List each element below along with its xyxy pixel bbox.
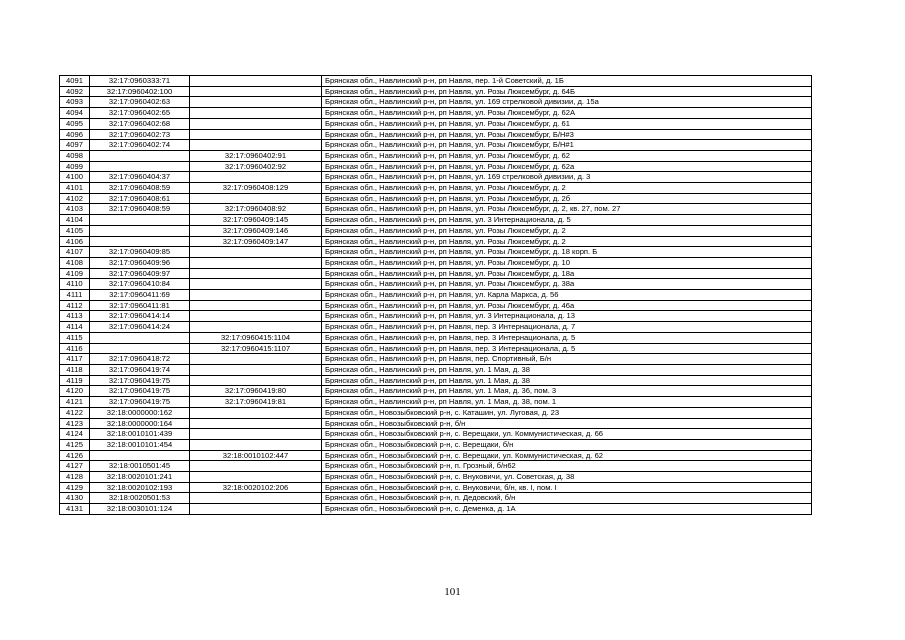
cadastral-number-cell: 32:17:0960402:73 bbox=[90, 129, 190, 140]
row-number-cell: 4111 bbox=[60, 290, 90, 301]
cadastral-number-cell bbox=[90, 332, 190, 343]
row-number-cell: 4127 bbox=[60, 461, 90, 472]
address-cell: Брянская обл., Навлинский р-н, рп Навля, ул. 1 Мая, д. 38 bbox=[322, 364, 812, 375]
table-row bbox=[60, 482, 812, 493]
row-number-cell: 4105 bbox=[60, 225, 90, 236]
cadastral-number-cell: 32:18:0020102:193 bbox=[90, 482, 190, 493]
row-number-cell: 4117 bbox=[60, 354, 90, 365]
premises-cadastral-number-cell bbox=[190, 193, 322, 204]
premises-cadastral-number-cell: 32:17:0960409:146 bbox=[190, 225, 322, 236]
row-number-cell: 4113 bbox=[60, 311, 90, 322]
row-number-cell: 4093 bbox=[60, 97, 90, 108]
table-row bbox=[60, 343, 812, 354]
table-row bbox=[60, 86, 812, 97]
address-cell: Брянская обл., Навлинский р-н, рп Навля, ул. Розы Люксембург, д. 2 bbox=[322, 225, 812, 236]
cadastral-number-cell: 32:18:0020101:241 bbox=[90, 472, 190, 483]
table-row bbox=[60, 215, 812, 226]
table-row bbox=[60, 407, 812, 418]
row-number-cell: 4125 bbox=[60, 439, 90, 450]
premises-cadastral-number-cell: 32:17:0960419:80 bbox=[190, 386, 322, 397]
cadastral-number-cell: 32:17:0960408:59 bbox=[90, 183, 190, 194]
premises-cadastral-number-cell bbox=[190, 279, 322, 290]
row-number-cell: 4115 bbox=[60, 332, 90, 343]
table-row bbox=[60, 204, 812, 215]
cadastral-number-cell: 32:17:0960333:71 bbox=[90, 76, 190, 87]
row-number-cell: 4124 bbox=[60, 429, 90, 440]
table-row bbox=[60, 172, 812, 183]
cadastral-number-cell: 32:17:0960414:24 bbox=[90, 322, 190, 333]
address-cell: Брянская обл., Навлинский р-н, рп Навля, ул. 1 Мая, д. 36, пом. 3 bbox=[322, 386, 812, 397]
premises-cadastral-number-cell bbox=[190, 418, 322, 429]
table-row bbox=[60, 311, 812, 322]
table-row bbox=[60, 354, 812, 365]
cadastral-number-cell bbox=[90, 161, 190, 172]
address-cell: Брянская обл., Навлинский р-н, рп Навля, ул. Розы Люксембург, д. 2б bbox=[322, 193, 812, 204]
cadastral-number-cell bbox=[90, 236, 190, 247]
cadastral-number-cell: 32:17:0960409:97 bbox=[90, 268, 190, 279]
cadastral-number-cell: 32:17:0960411:69 bbox=[90, 290, 190, 301]
address-cell: Брянская обл., Новозыбковский р-н, с. Верещаки, ул. Коммунистическая, д. 62 bbox=[322, 450, 812, 461]
address-cell: Брянская обл., Навлинский р-н, рп Навля, ул. Розы Люксембург, д. 2 bbox=[322, 183, 812, 194]
premises-cadastral-number-cell bbox=[190, 429, 322, 440]
address-cell: Брянская обл., Навлинский р-н, рп Навля, ул. Розы Люксембург, д. 64Б bbox=[322, 86, 812, 97]
row-number-cell: 4098 bbox=[60, 150, 90, 161]
address-cell: Брянская обл., Навлинский р-н, рп Навля, ул. 3 Интернационала, д. 13 bbox=[322, 311, 812, 322]
table-row bbox=[60, 375, 812, 386]
row-number-cell: 4128 bbox=[60, 472, 90, 483]
address-cell: Брянская обл., Навлинский р-н, рп Навля, ул. 1 Мая, д. 38 bbox=[322, 375, 812, 386]
row-number-cell: 4131 bbox=[60, 504, 90, 515]
premises-cadastral-number-cell bbox=[190, 76, 322, 87]
address-cell: Брянская обл., Навлинский р-н, рп Навля, пер. Спортивный, Б/н bbox=[322, 354, 812, 365]
cadastral-number-cell: 32:17:0960419:74 bbox=[90, 364, 190, 375]
cadastral-number-cell: 32:17:0960408:61 bbox=[90, 193, 190, 204]
table-row bbox=[60, 193, 812, 204]
table-row bbox=[60, 418, 812, 429]
table-row bbox=[60, 247, 812, 258]
address-cell: Брянская обл., Навлинский р-н, рп Навля, ул. Розы Люксембург, Б/Н#3 bbox=[322, 129, 812, 140]
address-cell: Брянская обл., Новозыбковский р-н, с. Деменка, д. 1А bbox=[322, 504, 812, 515]
table-row bbox=[60, 472, 812, 483]
row-number-cell: 4102 bbox=[60, 193, 90, 204]
address-cell: Брянская обл., Новозыбковский р-н, с. Внуковичи, б/н, кв. I, пом. I bbox=[322, 482, 812, 493]
row-number-cell: 4116 bbox=[60, 343, 90, 354]
row-number-cell: 4109 bbox=[60, 268, 90, 279]
premises-cadastral-number-cell: 32:17:0960415:1104 bbox=[190, 332, 322, 343]
address-cell: Брянская обл., Навлинский р-н, рп Навля, ул. 169 стрелковой дивизии, д. 3 bbox=[322, 172, 812, 183]
premises-cadastral-number-cell bbox=[190, 247, 322, 258]
address-cell: Брянская обл., Навлинский р-н, рп Навля, ул. 1 Мая, д. 38, пом. 1 bbox=[322, 397, 812, 408]
cadastral-number-cell bbox=[90, 225, 190, 236]
cadastral-number-cell: 32:17:0960404:37 bbox=[90, 172, 190, 183]
cadastral-number-cell: 32:18:0010101:454 bbox=[90, 439, 190, 450]
premises-cadastral-number-cell bbox=[190, 140, 322, 151]
cadastral-number-cell: 32:17:0960402:74 bbox=[90, 140, 190, 151]
address-cell: Брянская обл., Новозыбковский р-н, б/н bbox=[322, 418, 812, 429]
premises-cadastral-number-cell bbox=[190, 322, 322, 333]
address-cell: Брянская обл., Новозыбковский р-н, п. Грозный, б/н62 bbox=[322, 461, 812, 472]
address-cell: Брянская обл., Навлинский р-н, рп Навля, ул. Розы Люксембург, д. 18а bbox=[322, 268, 812, 279]
table-row bbox=[60, 279, 812, 290]
row-number-cell: 4126 bbox=[60, 450, 90, 461]
premises-cadastral-number-cell bbox=[190, 300, 322, 311]
cadastral-number-cell: 32:17:0960402:63 bbox=[90, 97, 190, 108]
row-number-cell: 4095 bbox=[60, 118, 90, 129]
address-cell: Брянская обл., Навлинский р-н, рп Навля, ул. Розы Люксембург, д. 38а bbox=[322, 279, 812, 290]
premises-cadastral-number-cell bbox=[190, 354, 322, 365]
table-row bbox=[60, 386, 812, 397]
table-row bbox=[60, 161, 812, 172]
row-number-cell: 4129 bbox=[60, 482, 90, 493]
cadastral-number-cell: 32:18:0000000:162 bbox=[90, 407, 190, 418]
address-cell: Брянская обл., Навлинский р-н, рп Навля, ул. Розы Люксембург, Б/Н#1 bbox=[322, 140, 812, 151]
table-row bbox=[60, 300, 812, 311]
row-number-cell: 4099 bbox=[60, 161, 90, 172]
premises-cadastral-number-cell: 32:17:0960419:81 bbox=[190, 397, 322, 408]
cadastral-number-cell: 32:18:0010101:439 bbox=[90, 429, 190, 440]
row-number-cell: 4119 bbox=[60, 375, 90, 386]
address-cell: Брянская обл., Навлинский р-н, рп Навля, ул. Розы Люксембург, д. 10 bbox=[322, 257, 812, 268]
row-number-cell: 4096 bbox=[60, 129, 90, 140]
row-number-cell: 4120 bbox=[60, 386, 90, 397]
cadastral-number-cell: 32:17:0960409:96 bbox=[90, 257, 190, 268]
premises-cadastral-number-cell: 32:17:0960408:129 bbox=[190, 183, 322, 194]
address-cell: Брянская обл., Навлинский р-н, рп Навля, пер. 3 Интернационала, д. 5 bbox=[322, 343, 812, 354]
cadastral-number-cell bbox=[90, 450, 190, 461]
row-number-cell: 4108 bbox=[60, 257, 90, 268]
premises-cadastral-number-cell bbox=[190, 129, 322, 140]
premises-cadastral-number-cell: 32:17:0960402:91 bbox=[190, 150, 322, 161]
table-row bbox=[60, 493, 812, 504]
row-number-cell: 4097 bbox=[60, 140, 90, 151]
table-row bbox=[60, 97, 812, 108]
premises-cadastral-number-cell: 32:17:0960409:147 bbox=[190, 236, 322, 247]
address-cell: Брянская обл., Навлинский р-н, рп Навля, ул. Розы Люксембург, д. 2 bbox=[322, 236, 812, 247]
page-number: 101 bbox=[444, 586, 461, 598]
table-row bbox=[60, 129, 812, 140]
premises-cadastral-number-cell bbox=[190, 504, 322, 515]
premises-cadastral-number-cell bbox=[190, 472, 322, 483]
address-cell: Брянская обл., Навлинский р-н, рп Навля, ул. Розы Люксембург, д. 62а bbox=[322, 161, 812, 172]
row-number-cell: 4092 bbox=[60, 86, 90, 97]
cadastral-number-cell: 32:17:0960414:14 bbox=[90, 311, 190, 322]
address-cell: Брянская обл., Навлинский р-н, рп Навля, ул. Розы Люксембург, д. 46а bbox=[322, 300, 812, 311]
address-cell: Брянская обл., Навлинский р-н, рп Навля, ул. Розы Люксембург, д. 2, кв. 27, пом. 27 bbox=[322, 204, 812, 215]
table-row bbox=[60, 397, 812, 408]
registry-table bbox=[59, 75, 812, 515]
premises-cadastral-number-cell: 32:18:0010102:447 bbox=[190, 450, 322, 461]
row-number-cell: 4101 bbox=[60, 183, 90, 194]
address-cell: Брянская обл., Навлинский р-н, рп Навля, ул. Розы Люксембург, д. 62А bbox=[322, 108, 812, 119]
premises-cadastral-number-cell: 32:17:0960402:92 bbox=[190, 161, 322, 172]
cadastral-number-cell: 32:17:0960402:68 bbox=[90, 118, 190, 129]
address-cell: Брянская обл., Навлинский р-н, рп Навля, пер. 3 Интернационала, д. 7 bbox=[322, 322, 812, 333]
registry-table-body bbox=[60, 76, 812, 515]
table-row bbox=[60, 429, 812, 440]
address-cell: Брянская обл., Навлинский р-н, рп Навля, ул. Розы Люксембург, д. 61 bbox=[322, 118, 812, 129]
cadastral-number-cell: 32:18:0000000:164 bbox=[90, 418, 190, 429]
table-row bbox=[60, 322, 812, 333]
cadastral-number-cell: 32:17:0960408:59 bbox=[90, 204, 190, 215]
cadastral-number-cell: 32:17:0960419:75 bbox=[90, 386, 190, 397]
cadastral-number-cell bbox=[90, 215, 190, 226]
premises-cadastral-number-cell bbox=[190, 439, 322, 450]
row-number-cell: 4104 bbox=[60, 215, 90, 226]
premises-cadastral-number-cell bbox=[190, 493, 322, 504]
cadastral-number-cell bbox=[90, 150, 190, 161]
address-cell: Брянская обл., Навлинский р-н, рп Навля, ул. 3 Интернационала, д. 5 bbox=[322, 215, 812, 226]
address-cell: Брянская обл., Навлинский р-н, рп Навля, ул. 169 стрелковой дивизии, д. 15а bbox=[322, 97, 812, 108]
premises-cadastral-number-cell bbox=[190, 108, 322, 119]
row-number-cell: 4118 bbox=[60, 364, 90, 375]
address-cell: Брянская обл., Новозыбковский р-н, с. Верещаки, б/н bbox=[322, 439, 812, 450]
premises-cadastral-number-cell: 32:18:0020102:206 bbox=[190, 482, 322, 493]
table-row bbox=[60, 257, 812, 268]
address-cell: Брянская обл., Новозыбковский р-н, с. Внуковичи, ул. Советская, д. 38 bbox=[322, 472, 812, 483]
cadastral-number-cell bbox=[90, 343, 190, 354]
address-cell: Брянская обл., Навлинский р-н, рп Навля, пер. 1-й Советский, д. 1Б bbox=[322, 76, 812, 87]
premises-cadastral-number-cell bbox=[190, 375, 322, 386]
premises-cadastral-number-cell bbox=[190, 461, 322, 472]
premises-cadastral-number-cell: 32:17:0960415:1107 bbox=[190, 343, 322, 354]
address-cell: Брянская обл., Навлинский р-н, рп Навля, ул. Розы Люксембург, д. 18 корп. Б bbox=[322, 247, 812, 258]
table-row bbox=[60, 183, 812, 194]
row-number-cell: 4130 bbox=[60, 493, 90, 504]
cadastral-number-cell: 32:17:0960409:85 bbox=[90, 247, 190, 258]
row-number-cell: 4107 bbox=[60, 247, 90, 258]
cadastral-number-cell: 32:17:0960419:75 bbox=[90, 397, 190, 408]
row-number-cell: 4103 bbox=[60, 204, 90, 215]
premises-cadastral-number-cell bbox=[190, 97, 322, 108]
cadastral-number-cell: 32:17:0960418:72 bbox=[90, 354, 190, 365]
address-cell: Брянская обл., Навлинский р-н, рп Навля, пер. 3 Интернационала, д. 5 bbox=[322, 332, 812, 343]
premises-cadastral-number-cell: 32:17:0960408:92 bbox=[190, 204, 322, 215]
table-row bbox=[60, 76, 812, 87]
premises-cadastral-number-cell bbox=[190, 364, 322, 375]
address-cell: Брянская обл., Новозыбковский р-н, с. Верещаки, ул. Коммунистическая, д. 66 bbox=[322, 429, 812, 440]
table-row bbox=[60, 150, 812, 161]
address-cell: Брянская обл., Новозыбковский р-н, п. Дедовский, б/н bbox=[322, 493, 812, 504]
cadastral-number-cell: 32:17:0960410:84 bbox=[90, 279, 190, 290]
row-number-cell: 4091 bbox=[60, 76, 90, 87]
table-row bbox=[60, 236, 812, 247]
premises-cadastral-number-cell bbox=[190, 311, 322, 322]
cadastral-number-cell: 32:18:0030101:124 bbox=[90, 504, 190, 515]
row-number-cell: 4110 bbox=[60, 279, 90, 290]
table-row bbox=[60, 504, 812, 515]
premises-cadastral-number-cell bbox=[190, 290, 322, 301]
table-row bbox=[60, 332, 812, 343]
table-row bbox=[60, 439, 812, 450]
table-row bbox=[60, 108, 812, 119]
address-cell: Брянская обл., Навлинский р-н, рп Навля, ул. Розы Люксембург, д. 62 bbox=[322, 150, 812, 161]
premises-cadastral-number-cell: 32:17:0960409:145 bbox=[190, 215, 322, 226]
row-number-cell: 4121 bbox=[60, 397, 90, 408]
cadastral-number-cell: 32:17:0960402:65 bbox=[90, 108, 190, 119]
cadastral-number-cell: 32:17:0960419:75 bbox=[90, 375, 190, 386]
table-row bbox=[60, 290, 812, 301]
address-cell: Брянская обл., Навлинский р-н, рп Навля, ул. Карла Маркса, д. 56 bbox=[322, 290, 812, 301]
row-number-cell: 4112 bbox=[60, 300, 90, 311]
cadastral-number-cell: 32:17:0960402:100 bbox=[90, 86, 190, 97]
table-row bbox=[60, 450, 812, 461]
table-row bbox=[60, 364, 812, 375]
cadastral-number-cell: 32:18:0010501:45 bbox=[90, 461, 190, 472]
row-number-cell: 4123 bbox=[60, 418, 90, 429]
row-number-cell: 4122 bbox=[60, 407, 90, 418]
table-row bbox=[60, 225, 812, 236]
table-row bbox=[60, 461, 812, 472]
row-number-cell: 4100 bbox=[60, 172, 90, 183]
row-number-cell: 4106 bbox=[60, 236, 90, 247]
table-row bbox=[60, 118, 812, 129]
row-number-cell: 4094 bbox=[60, 108, 90, 119]
premises-cadastral-number-cell bbox=[190, 118, 322, 129]
address-cell: Брянская обл., Новозыбковский р-н, с. Каташин, ул. Луговая, д. 23 bbox=[322, 407, 812, 418]
premises-cadastral-number-cell bbox=[190, 257, 322, 268]
row-number-cell: 4114 bbox=[60, 322, 90, 333]
cadastral-number-cell: 32:18:0020501:53 bbox=[90, 493, 190, 504]
premises-cadastral-number-cell bbox=[190, 172, 322, 183]
premises-cadastral-number-cell bbox=[190, 86, 322, 97]
premises-cadastral-number-cell bbox=[190, 268, 322, 279]
premises-cadastral-number-cell bbox=[190, 407, 322, 418]
cadastral-number-cell: 32:17:0960411:81 bbox=[90, 300, 190, 311]
table-row bbox=[60, 140, 812, 151]
table-row bbox=[60, 268, 812, 279]
